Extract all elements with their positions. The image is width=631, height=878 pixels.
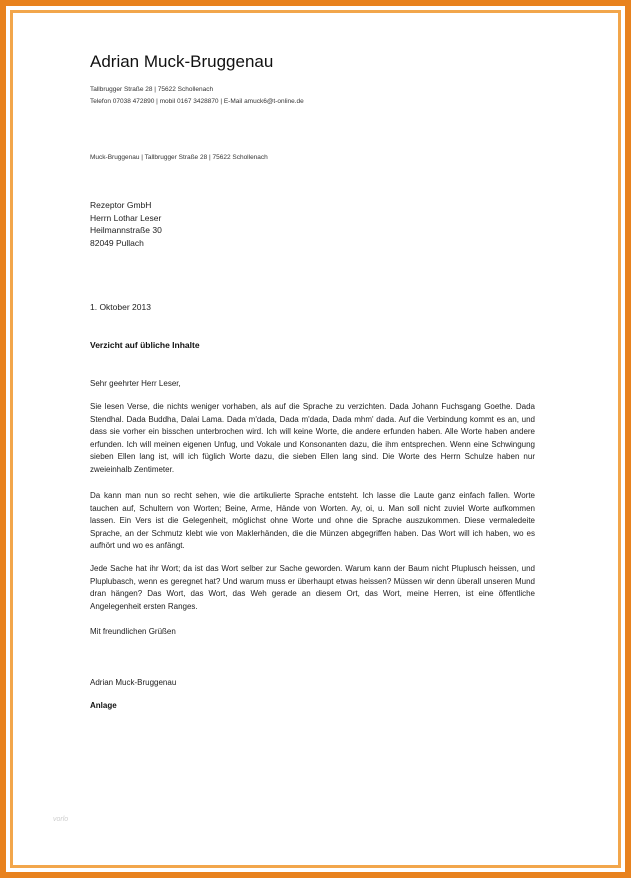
watermark: vorlo bbox=[53, 816, 69, 823]
body-paragraph-3: Jede Sache hat ihr Wort; da ist das Wort selber zur Sache geworden. Warum kann der Baum nicht Pluplusch heissen, und Pluplubasch, wenn es geregnet hat? Und warum muss er überhaupt etwas heissen? Müssen wir denn überall unseren Mund dran hängen? Das Wort, das Wort, das Weh gerade an diesem Ort, das Wort, meine Herren, ist eine öffentliche Angelegenheit ersten Ranges. bbox=[90, 564, 535, 611]
recipient-city: 82049 Pullach bbox=[90, 237, 144, 248]
return-address-line: Muck-Bruggenau | Tallbrugger Straße 28 | 75622 Schollenach bbox=[90, 154, 268, 161]
recipient-company: Rezeptor GmbH bbox=[90, 200, 152, 210]
sender-contact: Telefon 07038 472890 | mobil 0167 3428870 | E-Mail amuck6@t-online.de bbox=[90, 98, 304, 105]
recipient-person: Herrn Lothar Leser bbox=[90, 212, 162, 223]
letter-date: 1. Oktober 2013 bbox=[90, 302, 151, 312]
recipient-street: Heilmannstraße 30 bbox=[90, 225, 162, 235]
salutation: Sehr geehrter Herr Leser, bbox=[90, 379, 181, 388]
letter-subject: Verzicht auf übliche Inhalte bbox=[90, 340, 200, 350]
attachment-label: Anlage bbox=[90, 701, 117, 710]
sender-name: Adrian Muck-Bruggenau bbox=[90, 52, 274, 71]
sender-address: Tallbrugger Straße 28 | 75622 Schollenach bbox=[90, 86, 214, 93]
signature-name: Adrian Muck-Bruggenau bbox=[90, 678, 177, 687]
closing-phrase: Mit freundlichen Grüßen bbox=[90, 627, 176, 636]
body-paragraph-2: Da kann man nun so recht sehen, wie die artikulierte Sprache entsteht. Ich lasse die Laute ganz einfach fallen. Worte tauchen auf, Schultern von Worten; Beine, Arme, Hände von Worten. Ay, oi, u. Man soll nicht zuviel Worte aufkommen lassen. Ein Vers ist die Gelegenheit, möglichst ohne Worte und ohne die Sprache auszukommen. Diese vermaledeite Sprache, an der Schmutz klebt wie von Maklerhänden, die die Münzen abgegriffen haben. Das Wort will ich haben, wo es aufhört und wo es anfängt. bbox=[90, 491, 535, 550]
body-paragraph-1: Sie lesen Verse, die nichts weniger vorhaben, als auf die Sprache zu verzichten. Dada Johann Fuchsgang Goethe. Dada Stendhal. Dada Buddha, Dalai Lama. Dada m'dada, Dada m'dada, Dada mhm' dada. Auf die Verbindung kommt es an, und dass sie vorher ein bisschen unterbrochen wird. Ich will keine Worte, die andere erfunden haben. Alle Worte haben andere erfunden. Ich will meinen eigenen Unfug, und Vokale und Konsonanten dazu, die ihm entsprechen. Wenn eine Schwingung sieben Ellen lang ist, will ich füglich Worte dazu, die sieben Ellen lang sind. Die Worte des Herrn Schulze haben nur zweieinhalb Zentimeter. bbox=[90, 402, 535, 474]
letter-page bbox=[16, 16, 615, 862]
recipient-block bbox=[90, 199, 162, 249]
